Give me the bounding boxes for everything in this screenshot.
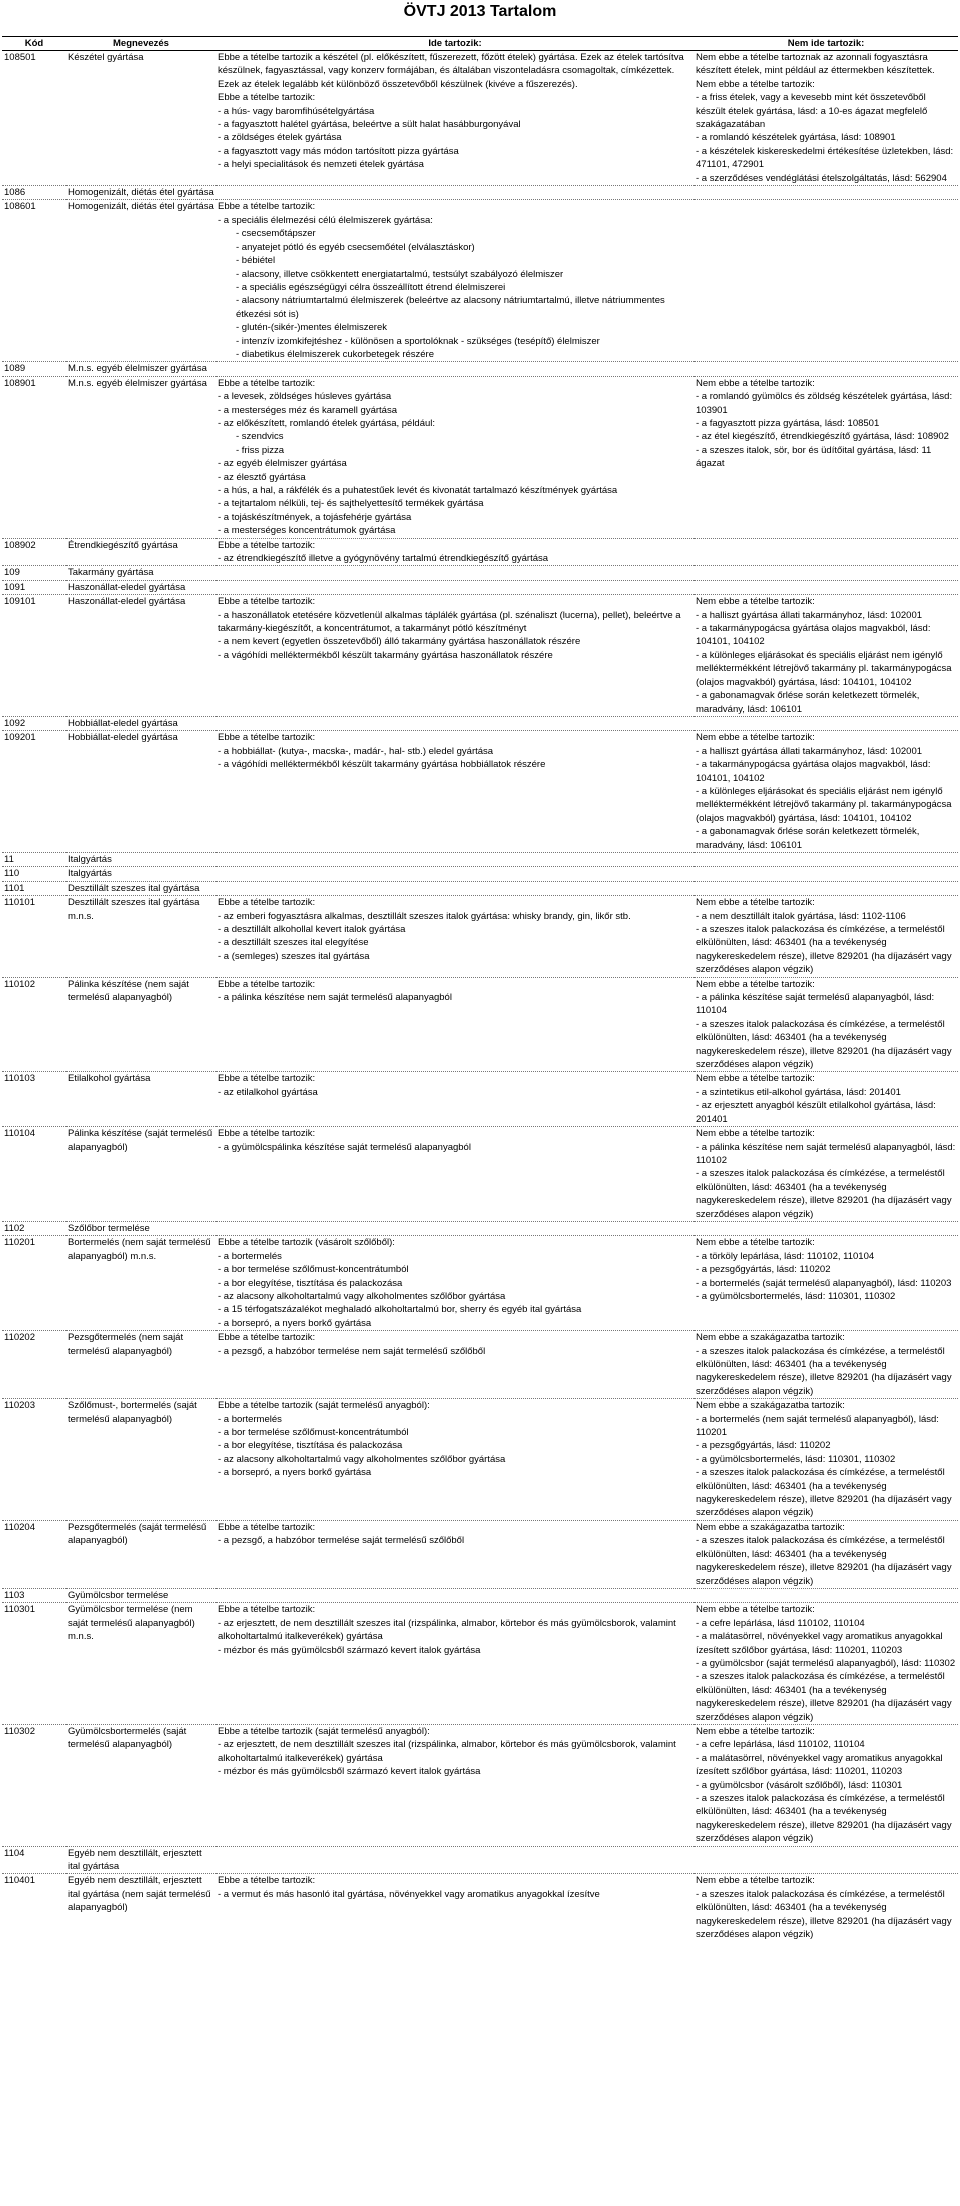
text-line: - a pezsgő, a habzóbor termelése nem saját termelésű szőlőből xyxy=(218,1345,486,1357)
text-line: - a tejtartalom nélküli, tej- és sajthelyettesítő termékek gyártása xyxy=(218,498,484,510)
row-included xyxy=(216,566,694,580)
row-name: Étrendkiegészítő gyártása xyxy=(66,538,216,566)
row-excluded xyxy=(694,538,958,566)
row-name: Szőlőbor termelése xyxy=(66,1221,216,1235)
text-line: Ebbe a tételbe tartozik: xyxy=(218,1875,316,1887)
text-line: - a bortermelés xyxy=(218,1250,282,1262)
text-line: Nem ebbe a tételbe tartozik: xyxy=(696,1128,815,1140)
row-code: 110401 xyxy=(2,1874,66,1942)
text-line: Ebbe a tételbe tartozik: xyxy=(218,1332,316,1344)
text-line: - a speciális egészségügyi célra összeállított étrend élelmiszerei xyxy=(236,281,506,293)
classification-table xyxy=(2,36,958,1941)
table-row xyxy=(2,1127,958,1222)
text-line: - a halliszt gyártása állati takarmányhoz, lásd: 102001 xyxy=(696,609,923,621)
text-line: - a szeszes italok palackozása és címkézése, a termeléstől elkülönülten, lásd: 463401 (ha a tevékenység nagykereskedelem része), illetve 829201 (ha díjazásért vagy szerződéses alapon végzik) xyxy=(696,924,955,976)
text-line: - a borsepró, a nyers borkő gyártása xyxy=(218,1467,372,1479)
table-row xyxy=(2,1724,958,1846)
text-line: Ebbe a tételbe tartozik: xyxy=(218,1604,316,1616)
text-line: Ebbe a tételbe tartozik: xyxy=(218,732,316,744)
text-line: - a levesek, zöldséges húsleves gyártása xyxy=(218,391,392,403)
row-code: 110202 xyxy=(2,1331,66,1399)
table-row xyxy=(2,1399,958,1521)
text-line: - a bor elegyítése, tisztítása és palackozása xyxy=(218,1277,403,1289)
row-excluded xyxy=(694,1846,958,1874)
row-included xyxy=(216,977,694,1072)
row-name: Gyümölcsbor termelése (nem saját termelésű alapanyagból) m.n.s. xyxy=(66,1603,216,1725)
text-line: - a cefre lepárlása, lásd 110102, 110104 xyxy=(696,1739,865,1751)
text-line: - anyatejet pótló és egyéb csecsemőétel (elválasztáskor) xyxy=(236,241,475,253)
row-excluded xyxy=(694,1724,958,1846)
row-included xyxy=(216,1331,694,1399)
row-included xyxy=(216,1588,694,1602)
text-line: Ebbe a tételbe tartozik: xyxy=(218,1521,316,1533)
row-name: Gyümölcsbortermelés (saját termelésű alapanyagból) xyxy=(66,1724,216,1846)
row-code: 1091 xyxy=(2,580,66,594)
table-row xyxy=(2,362,958,376)
text-line: Nem ebbe a tételbe tartozik: xyxy=(696,1604,815,1616)
row-code: 110104 xyxy=(2,1127,66,1222)
table-body xyxy=(2,51,958,1942)
text-line: - csecsemőtápszer xyxy=(236,228,316,240)
row-name: Pezsgőtermelés (nem saját termelésű alapanyagból) xyxy=(66,1331,216,1399)
row-name: Hobbiállat-eledel gyártása xyxy=(66,716,216,730)
row-included xyxy=(216,1874,694,1942)
row-name: Pezsgőtermelés (saját termelésű alapanyagból) xyxy=(66,1520,216,1588)
text-line: - a különleges eljárásokat és speciális eljárást nem igénylő melléktermékként létrejövő takarmány pl. takarmánypogácsa (olajos magvakból) gyártása, lásd: 104101, 104102 xyxy=(696,785,955,824)
row-included xyxy=(216,1236,694,1331)
header-excluded: Nem ide tartozik: xyxy=(694,37,958,51)
row-excluded xyxy=(694,566,958,580)
text-line: - a gyümölcsbortermelés, lásd: 110301, 110302 xyxy=(696,1290,896,1302)
row-excluded xyxy=(694,1331,958,1399)
text-line: - az előkészített, romlandó ételek gyártása, például: xyxy=(218,417,436,429)
table-row xyxy=(2,1588,958,1602)
row-name: M.n.s. egyéb élelmiszer gyártása xyxy=(66,376,216,538)
text-line: - a bortermelés (nem saját termelésű alapanyagból), lásd: 110201 xyxy=(696,1413,942,1439)
table-row xyxy=(2,716,958,730)
row-name: Egyéb nem desztillált, erjesztett ital gyártása (nem saját termelésű alapanyagból) xyxy=(66,1874,216,1942)
text-line: - a hús, a hal, a rákfélék és a puhatestűek levét és kivonatát tartalmazó készítmények gyártása xyxy=(218,485,618,496)
text-line: - a vágóhídi melléktermékből készült takarmány gyártása hobbiállatok részére xyxy=(218,759,546,771)
text-line: - az erjesztett, de nem desztillált szeszes ital (rizspálinka, almabor, körtebor és más gyümölcsborok, valamint alkoholtartalmú italkeverékek) gyártása xyxy=(218,1739,679,1764)
row-included xyxy=(216,376,694,538)
row-code: 110204 xyxy=(2,1520,66,1588)
text-line: - a hobbiállat- (kutya-, macska-, madár-, hal- stb.) eledel gyártása xyxy=(218,745,494,757)
table-row xyxy=(2,977,958,1072)
text-line: - a bortermelés (saját termelésű alapanyagból), lásd: 110203 xyxy=(696,1277,952,1289)
table-row xyxy=(2,51,958,186)
row-included xyxy=(216,1072,694,1127)
text-line: - a desztillált szeszes ital elegyítése xyxy=(218,937,369,949)
row-included xyxy=(216,1846,694,1874)
row-name: Desztillált szeszes ital gyártása m.n.s. xyxy=(66,896,216,977)
row-name: Pálinka készítése (saját termelésű alapanyagból) xyxy=(66,1127,216,1222)
text-line: Nem ebbe a tételbe tartozik: xyxy=(696,1725,815,1737)
row-included xyxy=(216,881,694,895)
text-line: - a pezsgő, a habzóbor termelése saját termelésű szőlőből xyxy=(218,1535,465,1547)
text-line: - a pezsgőgyártás, lásd: 110202 xyxy=(696,1264,831,1276)
row-name: Italgyártás xyxy=(66,867,216,881)
row-code: 1089 xyxy=(2,362,66,376)
text-line: - az élesztő gyártása xyxy=(218,471,306,483)
text-line: Nem ebbe a tételbe tartozik: xyxy=(696,732,815,744)
text-line: - a gabonamagvak őrlése során keletkezett törmelék, maradvány, lásd: 106101 xyxy=(696,690,923,715)
text-line: - bébiétel xyxy=(236,255,276,267)
row-code: 1086 xyxy=(2,186,66,200)
table-row xyxy=(2,1072,958,1127)
row-code: 1102 xyxy=(2,1221,66,1235)
row-excluded xyxy=(694,186,958,200)
text-line: - a szeszes italok palackozása és címkézése, a termeléstől elkülönülten, lásd: 463401 (ha a tevékenység nagykereskedelem része), illetve 829201 (ha díjazásért vagy szerződéses alapon végzik) xyxy=(696,1018,955,1071)
text-line: Nem ebbe a tételbe tartozik: xyxy=(696,1237,815,1249)
row-included xyxy=(216,362,694,376)
text-line: - a nem kevert (egyetlen összetevőből) álló takarmány gyártása haszonállatok részére xyxy=(218,636,581,648)
row-name: Hobbiállat-eledel gyártása xyxy=(66,731,216,853)
text-line: - az erjesztett, de nem desztillált szeszes ital (rizspálinka, almabor, körtebor és más gyümölcsborok, valamint alkoholtartalmú italkeverékek) gyártása xyxy=(218,1617,679,1643)
table-row xyxy=(2,1221,958,1235)
text-line: - a vágóhídi melléktermékből készült takarmány gyártása haszonállatok részére xyxy=(218,649,553,661)
row-included xyxy=(216,1603,694,1725)
text-line: - a speciális élelmezési célú élelmiszerek gyártása: xyxy=(218,214,433,226)
text-line: - az erjesztett anyagból készült etilalkohol gyártása, lásd: 201401 xyxy=(696,1100,939,1125)
row-excluded xyxy=(694,1874,958,1942)
row-included xyxy=(216,896,694,977)
text-line: - a romlandó készételek gyártása, lásd: 108901 xyxy=(696,132,896,144)
table-row xyxy=(2,881,958,895)
row-included xyxy=(216,1724,694,1846)
row-name: Haszonállat-eledel gyártása xyxy=(66,595,216,717)
text-line: - a malátasörrel, növényekkel vagy aromatikus anyagokkal ízesített szőlőbor gyártása, lásd: 110201, 110203 xyxy=(696,1631,946,1656)
text-line: - a pálinka készítése nem saját termelésű alapanyagból xyxy=(218,992,452,1004)
text-line: - a bor termelése szőlőmust-koncentrátumból xyxy=(218,1427,409,1439)
text-line: - a szeszes italok palackozása és címkézése, a termeléstől elkülönülten, lásd: 463401 (ha a tevékenység nagykereskedelem része), illetve 829201 (ha díjazásért vagy szerződéses alapon végzik) xyxy=(696,1888,955,1941)
text-line: - a fagyasztott halétel gyártása, beleértve a sült halat hasábburgonyával xyxy=(218,119,521,131)
row-code: 1101 xyxy=(2,881,66,895)
row-code: 1103 xyxy=(2,1588,66,1602)
text-line: - a mesterséges méz és karamell gyártása xyxy=(218,404,397,416)
row-included xyxy=(216,852,694,866)
row-excluded xyxy=(694,731,958,853)
text-line: Ebbe a tételbe tartozik (vásárolt szőlőből): xyxy=(218,1237,395,1249)
row-excluded xyxy=(694,51,958,186)
text-line: - diabetikus élelmiszerek cukorbetegek részére xyxy=(236,348,435,360)
text-line: Ebbe a tételbe tartozik: xyxy=(218,978,316,990)
row-name: Etilalkohol gyártása xyxy=(66,1072,216,1127)
text-line: - friss pizza xyxy=(236,444,285,456)
text-line: - a gabonamagvak őrlése során keletkezett törmelék, maradvány, lásd: 106101 xyxy=(696,826,923,851)
row-code: 108901 xyxy=(2,376,66,538)
row-excluded xyxy=(694,376,958,538)
text-line: - a borsepró, a nyers borkő gyártása xyxy=(218,1317,372,1329)
table-header-row xyxy=(2,37,958,51)
table-row xyxy=(2,200,958,362)
text-line: - a fagyasztott pizza gyártása, lásd: 108501 xyxy=(696,417,880,429)
text-line: Nem ebbe a tételbe tartoznak az azonnali fogyasztásra készített ételek, mint például az éttermekben készítettek. xyxy=(696,52,935,77)
text-line: Nem ebbe a tételbe tartozik: xyxy=(696,897,815,909)
row-name: Homogenizált, diétás étel gyártása xyxy=(66,186,216,200)
table-row xyxy=(2,852,958,866)
header-included: Ide tartozik: xyxy=(216,37,694,51)
row-excluded xyxy=(694,896,958,977)
row-included xyxy=(216,51,694,186)
row-excluded xyxy=(694,852,958,866)
text-line: - a szintetikus etil-alkohol gyártása, lásd: 201401 xyxy=(696,1086,901,1098)
text-line: - a desztillált alkohollal kevert italok gyártása xyxy=(218,924,406,935)
text-line: - a gyümölcsbortermelés, lásd: 110301, 110302 xyxy=(696,1453,896,1465)
row-included xyxy=(216,538,694,566)
text-line: Ebbe a tételbe tartozik: xyxy=(218,596,316,608)
text-line: - alacsony, illetve csökkentett energiatartalmú, testsúlyt szabályozó élelmiszer xyxy=(236,268,564,280)
row-included xyxy=(216,595,694,717)
text-line: - a hús- vagy baromfihúsételgyártása xyxy=(218,105,375,117)
row-included xyxy=(216,580,694,594)
text-line: - a készételek kiskereskedelmi értékesítése üzletekben, lásd: 471101, 472901 xyxy=(696,145,956,171)
text-line: - az alacsony alkoholtartalmú vagy alkoholmentes szőlőbor gyártása xyxy=(218,1290,506,1302)
row-code: 108501 xyxy=(2,51,66,186)
row-name: Pálinka készítése (nem saját termelésű alapanyagból) xyxy=(66,977,216,1072)
row-excluded xyxy=(694,867,958,881)
header-code: Kód xyxy=(2,37,66,51)
text-line: - alacsony nátriumtartalmú élelmiszerek (beleértve az alacsony nátriumtartalmú, illetve nátriummentes étkezési sót is) xyxy=(236,295,668,320)
row-name: Egyéb nem desztillált, erjesztett ital gyártása xyxy=(66,1846,216,1874)
row-included xyxy=(216,867,694,881)
text-line: - a halliszt gyártása állati takarmányhoz, lásd: 102001 xyxy=(696,745,923,757)
row-excluded xyxy=(694,1399,958,1521)
row-included xyxy=(216,1399,694,1521)
row-included xyxy=(216,200,694,362)
row-included xyxy=(216,1221,694,1235)
text-line: Nem ebbe a tételbe tartozik: xyxy=(696,1875,815,1887)
row-code: 110203 xyxy=(2,1399,66,1521)
text-line: - a szeszes italok palackozása és címkézése, a termeléstől elkülönülten, lásd: 463401 (ha a tevékenység nagykereskedelem része), illetve 829201 (ha díjazásért vagy szerződéses alapon végzik) xyxy=(696,1535,955,1587)
text-line: Ebbe a tételbe tartozik: xyxy=(218,1128,316,1140)
table-row xyxy=(2,896,958,977)
row-excluded xyxy=(694,1603,958,1725)
text-line: - a 15 térfogatszázalékot meghaladó alkoholtartalmú bor, sherry és egyéb ital gyártása xyxy=(218,1304,582,1316)
text-line: - a pálinka készítése nem saját termelésű alapanyagból, lásd: 110102 xyxy=(696,1141,958,1166)
text-line: Nem ebbe a szakágazatba tartozik: xyxy=(696,1521,845,1533)
text-line: - a különleges eljárásokat és speciális eljárást nem igénylő melléktermékként létrejövő takarmány pl. takarmánypogácsa (olajos magvakból) gyártása, lásd: 104101, 104102 xyxy=(696,649,955,688)
page-title: ÖVTJ 2013 Tartalom xyxy=(403,3,557,20)
table-row xyxy=(2,1603,958,1725)
text-line: Nem ebbe a tételbe tartozik: xyxy=(696,596,815,608)
row-name: Homogenizált, diétás étel gyártása xyxy=(66,200,216,362)
row-name: Bortermelés (nem saját termelésű alapanyagból) m.n.s. xyxy=(66,1236,216,1331)
row-code: 109101 xyxy=(2,595,66,717)
text-line: Ebbe a tételbe tartozik: xyxy=(218,539,316,551)
table-row xyxy=(2,186,958,200)
text-line: Nem ebbe a tételbe tartozik: xyxy=(696,978,815,990)
text-line: - a malátasörrel, növényekkel vagy aromatikus anyagokkal ízesített szőlőbor gyártása, lásd: 110201, 110203 xyxy=(696,1752,946,1778)
text-line: - a helyi specialitások és nemzeti ételek gyártása xyxy=(218,159,424,171)
row-excluded xyxy=(694,1236,958,1331)
text-line: - az egyéb élelmiszer gyártása xyxy=(218,458,347,470)
text-line: - a fagyasztott vagy más módon tartósított pizza gyártása xyxy=(218,145,459,157)
text-line: Ebbe a tételbe tartozik (saját termelésű anyagból): xyxy=(218,1725,430,1737)
text-line: - a gyümölcsbor (saját termelésű alapanyagból), lásd: 110302 xyxy=(696,1657,956,1669)
row-code: 1092 xyxy=(2,716,66,730)
text-line: - a szeszes italok, sör, bor és üdítőital gyártása, lásd: 11 ágazat xyxy=(696,444,934,470)
text-line: Ebbe a tételbe tartozik: xyxy=(218,1073,316,1085)
text-line: Nem ebbe a tételbe tartozik: xyxy=(696,78,815,90)
table-row xyxy=(2,376,958,538)
text-line: Nem ebbe a szakágazatba tartozik: xyxy=(696,1332,845,1344)
text-line: - glutén-(sikér-)mentes élelmiszerek xyxy=(236,322,387,334)
row-name: M.n.s. egyéb élelmiszer gyártása xyxy=(66,362,216,376)
row-code: 109201 xyxy=(2,731,66,853)
text-line: - a tojáskészítmények, a tojásfehérje gyártása xyxy=(218,511,412,523)
row-code: 110 xyxy=(2,867,66,881)
table-row xyxy=(2,1520,958,1588)
text-line: - szendvics xyxy=(236,431,284,443)
row-included xyxy=(216,731,694,853)
table-row xyxy=(2,566,958,580)
row-code: 110201 xyxy=(2,1236,66,1331)
text-line: - a takarmánypogácsa gyártása olajos magvakból, lásd: 104101, 104102 xyxy=(696,759,934,784)
text-line: - a gyümölcspálinka készítése saját termelésű alapanyagból xyxy=(218,1141,471,1153)
text-line: - a gyümölcsbor (vásárolt szőlőből), lásd: 110301 xyxy=(696,1779,903,1791)
row-code: 110103 xyxy=(2,1072,66,1127)
row-excluded xyxy=(694,595,958,717)
row-code: 110302 xyxy=(2,1724,66,1846)
text-line: - a szeszes italok palackozása és címkézése, a termeléstől elkülönülten, lásd: 463401 (ha a tevékenység nagykereskedelem része), illetve 829201 (ha díjazásért vagy szerződéses alapon végzik) xyxy=(696,1345,955,1397)
text-line: - a bor elegyítése, tisztítása és palackozása xyxy=(218,1440,403,1452)
row-excluded xyxy=(694,1072,958,1127)
row-excluded xyxy=(694,200,958,362)
table-row xyxy=(2,1874,958,1942)
text-line: - az étrendkiegészítő illetve a gyógynövény tartalmú étrendkiegészítő gyártása xyxy=(218,553,549,565)
row-name: Italgyártás xyxy=(66,852,216,866)
text-line: - mézbor és más gyümölcsből származó kevert italok gyártása xyxy=(218,1766,481,1778)
row-code: 108601 xyxy=(2,200,66,362)
text-line: - a szeszes italok palackozása és címkézése, a termeléstől elkülönülten, lásd: 463401 (ha a tevékenység nagykereskedelem része), illetve 829201 (ha díjazásért vagy szerződéses alapon végzik) xyxy=(696,1793,955,1845)
row-name: Szőlőmust-, bortermelés (saját termelésű alapanyagból) xyxy=(66,1399,216,1521)
row-code: 11 xyxy=(2,852,66,866)
row-name: Takarmány gyártása xyxy=(66,566,216,580)
row-included xyxy=(216,716,694,730)
text-line: Nem ebbe a szakágazatba tartozik: xyxy=(696,1400,845,1412)
row-code: 110102 xyxy=(2,977,66,1072)
row-excluded xyxy=(694,362,958,376)
text-line: - a törköly lepárlása, lásd: 110102, 110104 xyxy=(696,1250,875,1262)
row-code: 109 xyxy=(2,566,66,580)
text-line: Ebbe a tételbe tartozik: xyxy=(218,897,316,909)
table-row xyxy=(2,1331,958,1399)
table-row xyxy=(2,1236,958,1331)
row-excluded xyxy=(694,580,958,594)
text-line: - az etilalkohol gyártása xyxy=(218,1086,318,1098)
row-name: Gyümölcsbor termelése xyxy=(66,1588,216,1602)
table-row xyxy=(2,731,958,853)
text-line: - a friss ételek, vagy a kevesebb mint két összetevőből készült ételek gyártása, lásd: a 10-es ágazat megfelelő szakágazatában xyxy=(696,92,930,131)
text-line: Ebbe a tételbe tartozik (saját termelésű anyagból): xyxy=(218,1400,430,1412)
row-excluded xyxy=(694,1588,958,1602)
header-name: Megnevezés xyxy=(66,37,216,51)
row-excluded xyxy=(694,1520,958,1588)
row-excluded xyxy=(694,977,958,1072)
text-line: - a vermut és más hasonló ital gyártása, növényekkel vagy aromatikus anyagokkal ízesítve xyxy=(218,1888,600,1900)
text-line: - a (semleges) szeszes ital gyártása xyxy=(218,950,370,962)
text-line: - a haszonállatok etetésére közvetlenül alkalmas táplálék gyártása (pl. szénaliszt (lucerna), pellet), beleértve a takarmány-kiegészítőt, a koncentrátumot, a takarmányt pótló készítményt xyxy=(218,609,684,635)
table-row xyxy=(2,867,958,881)
text-line: - a szeszes italok palackozása és címkézése, a termeléstől elkülönülten, lásd: 463401 (ha a tevékenység nagykereskedelem része), illetve 829201 (ha díjazásért vagy szerződéses alapon végzik) xyxy=(696,1467,955,1519)
row-name: Desztillált szeszes ital gyártása xyxy=(66,881,216,895)
row-code: 1104 xyxy=(2,1846,66,1874)
text-line: Nem ebbe a tételbe tartozik: xyxy=(696,1073,815,1085)
row-code: 108902 xyxy=(2,538,66,566)
table-row xyxy=(2,538,958,566)
text-line: - intenzív izomkifejtéshez - különösen a sportolóknak - szükséges (tesépítő) élelmiszer xyxy=(236,335,600,347)
text-line: - a szerződéses vendéglátási ételszolgáltatás, lásd: 562904 xyxy=(696,172,947,184)
text-line: - a takarmánypogácsa gyártása olajos magvakból, lásd: 104101, 104102 xyxy=(696,623,934,648)
text-line: - a cefre lepárlása, lásd 110102, 110104 xyxy=(696,1617,865,1629)
table-row xyxy=(2,595,958,717)
row-name: Haszonállat-eledel gyártása xyxy=(66,580,216,594)
text-line: Nem ebbe a tételbe tartozik: xyxy=(696,377,815,389)
text-line: - az étel kiegészítő, étrendkiegészítő gyártása, lásd: 108902 xyxy=(696,431,949,443)
text-line: Ebbe a tételbe tartozik a készétel (pl. előkészített, fűszerezett, főzött ételek) gyártása. Ezek az ételek tartósítva készülnek, fagyasztással, vagy konzerv formájában, és általában viszonteladásra csomagoltak, címkézettek. Ezek az ételek legalább két különböző összetevőből készülnek (kivéve a fűszerezés). xyxy=(218,52,687,90)
text-line: - az alacsony alkoholtartalmú vagy alkoholmentes szőlőbor gyártása xyxy=(218,1453,506,1465)
text-line: Ebbe a tételbe tartozik: xyxy=(218,377,316,389)
row-excluded xyxy=(694,1221,958,1235)
table-row xyxy=(2,580,958,594)
text-line: - a bor termelése szőlőmust-koncentrátumból xyxy=(218,1264,409,1276)
text-line: - a zöldséges ételek gyártása xyxy=(218,132,342,144)
text-line: - a bortermelés xyxy=(218,1413,282,1425)
text-line: - a szeszes italok palackozása és címkézése, a termeléstől elkülönülten, lásd: 463401 (ha a tevékenység nagykereskedelem része), illetve 829201 (ha díjazásért vagy szerződéses alapon végzik) xyxy=(696,1671,955,1723)
text-line: Ebbe a tételbe tartozik: xyxy=(218,92,316,104)
text-line: - a pálinka készítése saját termelésű alapanyagból, lásd: 110104 xyxy=(696,992,937,1017)
row-included xyxy=(216,1127,694,1222)
row-excluded xyxy=(694,716,958,730)
row-excluded xyxy=(694,1127,958,1222)
row-included xyxy=(216,1520,694,1588)
row-code: 110101 xyxy=(2,896,66,977)
row-excluded xyxy=(694,881,958,895)
text-line: - a romlandó gyümölcs és zöldség készételek gyártása, lásd: 103901 xyxy=(696,391,955,416)
text-line: - a nem desztillált italok gyártása, lásd: 1102-1106 xyxy=(696,910,906,922)
row-code: 110301 xyxy=(2,1603,66,1725)
text-line: - az emberi fogyasztásra alkalmas, desztillált szeszes italok gyártása: whisky brandy, gin, likőr stb. xyxy=(218,910,631,922)
text-line: - a pezsgőgyártás, lásd: 110202 xyxy=(696,1440,831,1452)
text-line: - mézbor és más gyümölcsből származó kevert italok gyártása xyxy=(218,1644,481,1656)
text-line: Ebbe a tételbe tartozik: xyxy=(218,201,316,213)
text-line: - a mesterséges koncentrátumok gyártása xyxy=(218,525,396,537)
row-name: Készétel gyártása xyxy=(66,51,216,186)
row-included xyxy=(216,186,694,200)
table-row xyxy=(2,1846,958,1874)
text-line: - a szeszes italok palackozása és címkézése, a termeléstől elkülönülten, lásd: 463401 (ha a tevékenység nagykereskedelem része), illetve 829201 (ha díjazásért vagy szerződéses alapon végzik) xyxy=(696,1168,955,1220)
